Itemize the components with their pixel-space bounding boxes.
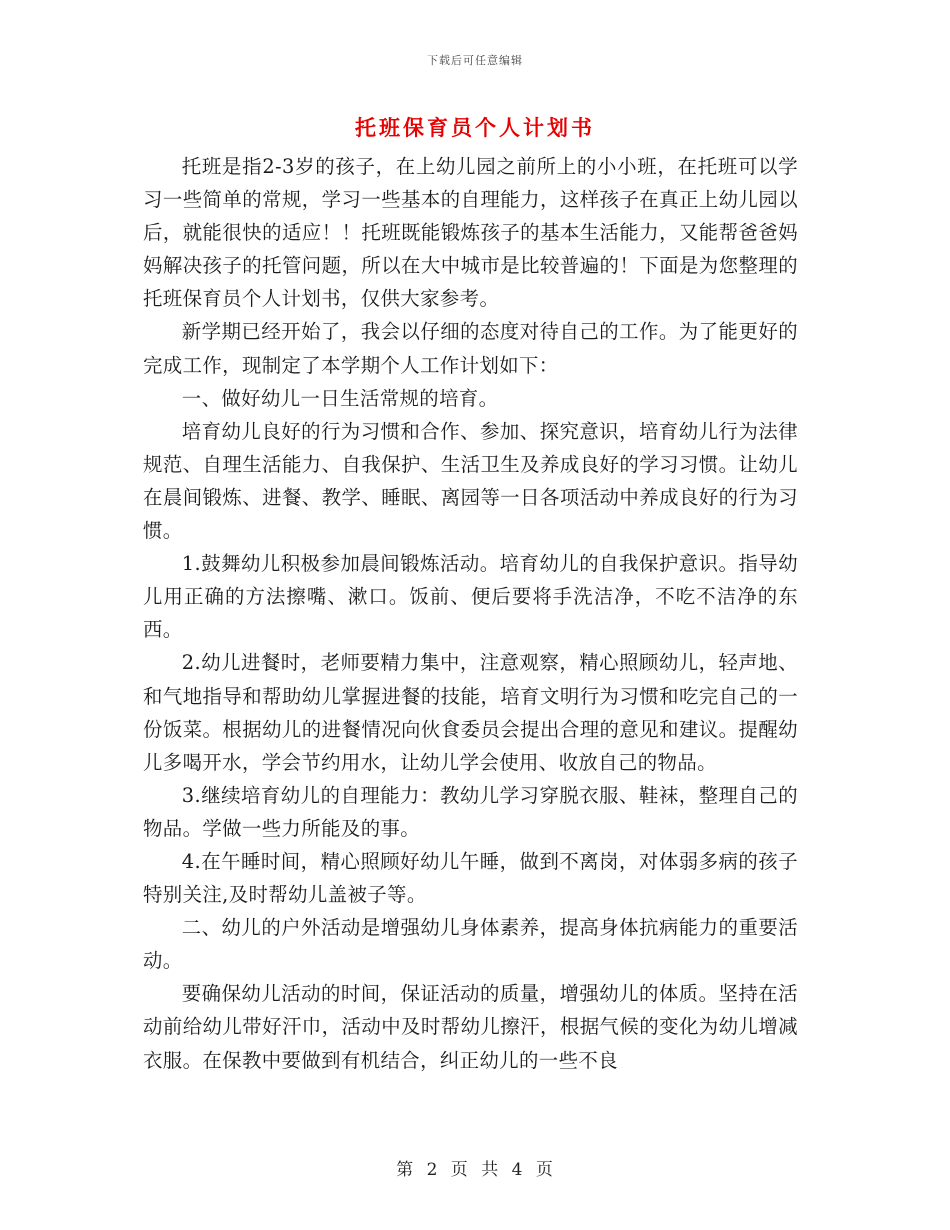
header-note: 下载后可任意编辑 (427, 54, 523, 67)
paragraph: 要确保幼儿活动的时间，保证活动的质量，增强幼儿的体质。坚持在活动前给幼儿带好汗巾，活动中及时帮幼儿擦汗，根据气候的变化为幼儿增减衣服。在保教中要做到有机结合，纠正幼儿的一些不良 (143, 982, 798, 1072)
list-item: 2.幼儿进餐时，老师要精力集中，注意观察，精心照顾幼儿，轻声地、和气地指导和帮助幼儿掌握进餐的技能，培育文明行为习惯和吃完自己的一份饭菜。根据幼儿的进餐情况向伙食委员会提出合理的意见和建议。提醒幼儿多喝开水，学会节约用水，让幼儿学会使用、收放自己的物品。 (143, 651, 798, 774)
paragraph: 托班是指2-3岁的孩子，在上幼儿园之前所上的小小班，在托班可以学习一些简单的常规，学习一些基本的自理能力，这样孩子在真正上幼儿园以后，就能很快的适应！！托班既能锻炼孩子的基本生活能力，又能帮爸爸妈妈解决孩子的托管问题，所以在大中城市是比较普遍的！下面是为您整理的托班保育员个人计划书，仅供大家参考。 (143, 155, 798, 311)
list-item: 3.继续培育幼儿的自理能力：教幼儿学习穿脱衣服、鞋袜，整理自己的物品。学做一些力所能及的事。 (143, 783, 798, 840)
document-title: 托班保育员个人计划书 (355, 116, 595, 140)
section-heading: 一、做好幼儿一日生活常规的培育。 (181, 386, 499, 410)
list-item: 4.在午睡时间，精心照顾好幼儿午睡，做到不离岗，对体弱多病的孩子特别关注,及时帮幼儿盖被子等。 (143, 849, 798, 907)
document-body (143, 150, 798, 1077)
paragraph: 培育幼儿良好的行为习惯和合作、参加、探究意识，培育幼儿行为法律规范、自理生活能力、自我保护、生活卫生及养成良好的学习习惯。让幼儿在晨间锻炼、进餐、教学、睡眠、离园等一日各项活动中养成良好的行为习惯。 (143, 419, 798, 543)
list-item: 1.鼓舞幼儿积极参加晨间锻炼活动。培育幼儿的自我保护意识。指导幼儿用正确的方法擦嘴、漱口。饭前、便后要将手洗洁净，不吃不洁净的东西。 (143, 552, 798, 642)
paragraph: 新学期已经开始了，我会以仔细的态度对待自己的工作。为了能更好的完成工作，现制定了本学期个人工作计划如下： (143, 320, 798, 377)
section-heading: 二、幼儿的户外活动是增强幼儿身体素养，提高身体抗病能力的重要活动。 (143, 916, 798, 973)
page-number: 第 2 页 共 4 页 (396, 1160, 554, 1180)
